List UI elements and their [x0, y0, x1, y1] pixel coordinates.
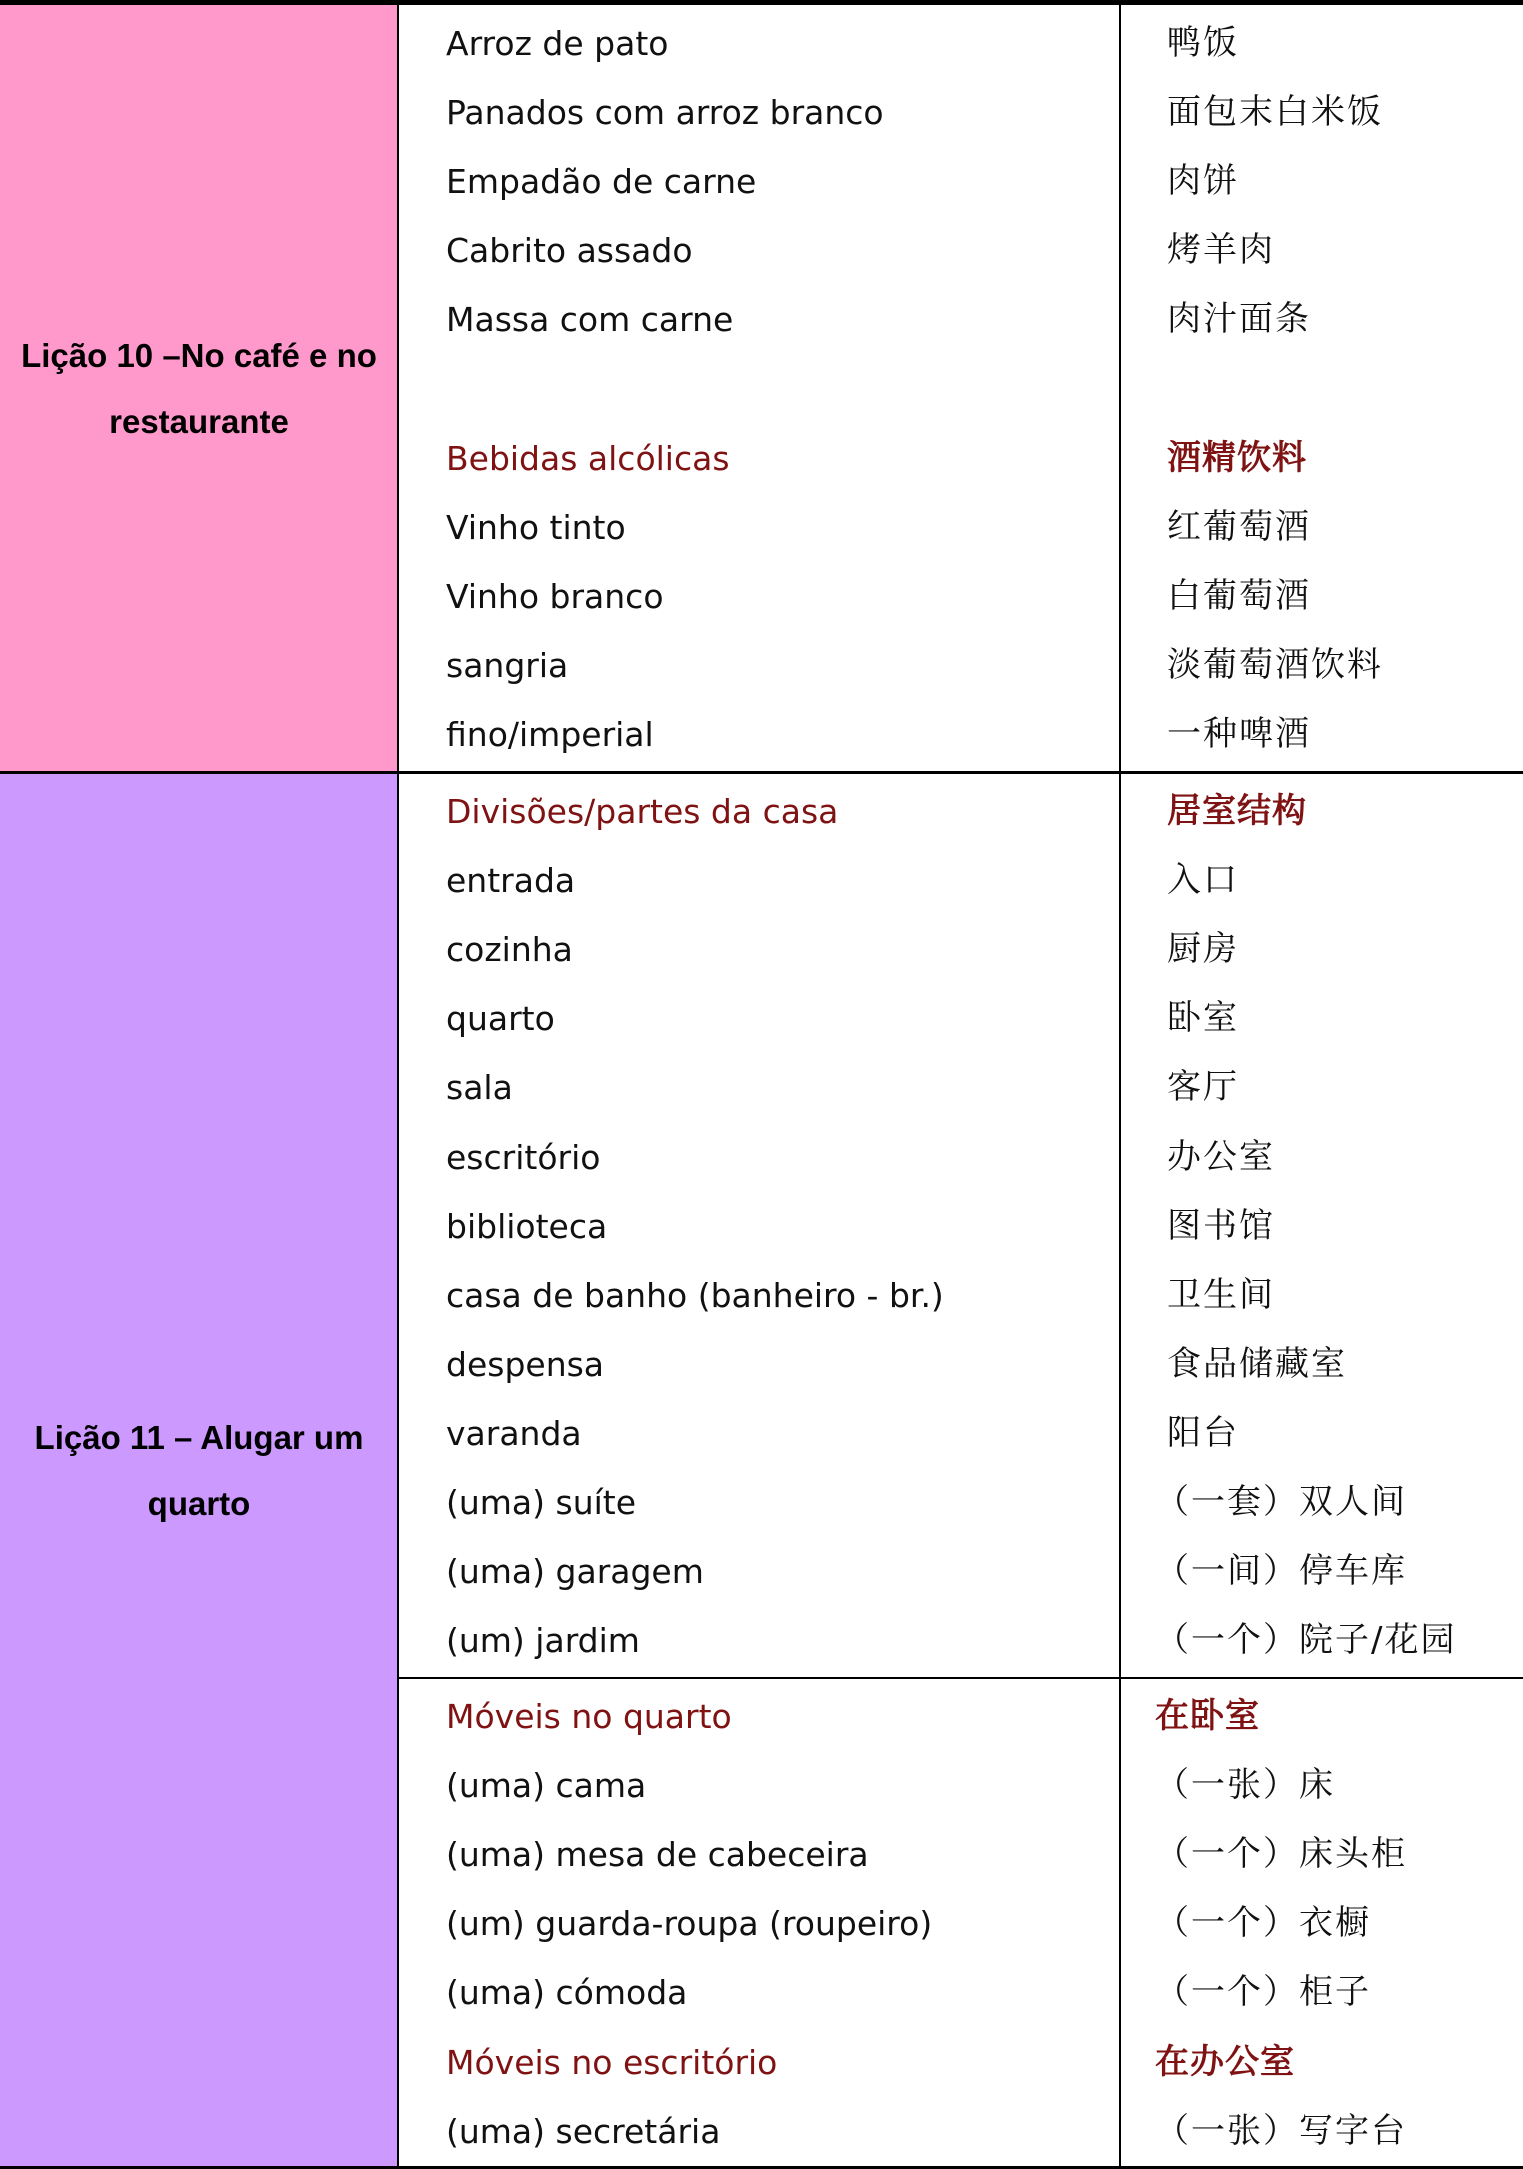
section-header-row	[398, 424, 1523, 493]
vocab-row	[398, 78, 1523, 147]
chinese-translation: （一个）床头柜	[1155, 1834, 1407, 1874]
vocab-row	[398, 1192, 1523, 1261]
lesson-11-cell	[0, 774, 398, 2167]
portuguese-term: despensa	[446, 1345, 605, 1384]
portuguese-term: (uma) cómoda	[446, 1973, 688, 2012]
chinese-translation: 办公室	[1167, 1137, 1275, 1177]
lesson-10-title-line2: restaurante	[109, 403, 289, 440]
portuguese-term: (uma) cama	[446, 1766, 647, 1805]
portuguese-term: sala	[446, 1068, 513, 1107]
chinese-translation: 入口	[1167, 860, 1239, 900]
section-header-chinese: 酒精饮料	[1167, 438, 1307, 478]
section-header-portuguese: Móveis no quarto	[446, 1697, 732, 1736]
chinese-translation: （一间）停车库	[1155, 1551, 1407, 1591]
portuguese-term: (uma) suíte	[446, 1483, 637, 1522]
chinese-translation: 食品储藏室	[1167, 1344, 1347, 1384]
vocab-row	[398, 984, 1523, 1053]
chinese-translation: 阳台	[1167, 1413, 1239, 1453]
portuguese-term: Cabrito assado	[446, 231, 693, 270]
vocab-row	[398, 493, 1523, 562]
chinese-translation: 卧室	[1167, 998, 1239, 1038]
section-header-portuguese: Bebidas alcólicas	[446, 439, 730, 478]
vocab-row	[398, 216, 1523, 285]
portuguese-term: (um) jardim	[446, 1621, 640, 1660]
portuguese-term: Vinho tinto	[446, 508, 626, 547]
portuguese-term: Arroz de pato	[446, 24, 669, 63]
portuguese-term: cozinha	[446, 930, 573, 969]
lesson-11-title-line1: Lição 11 – Alugar um	[34, 1418, 364, 1456]
vocab-row	[398, 9, 1523, 78]
chinese-translation: 厨房	[1167, 929, 1239, 969]
chinese-translation: 肉汁面条	[1167, 299, 1311, 339]
section-header-row	[398, 2028, 1523, 2097]
vocab-row	[398, 1889, 1523, 1958]
vocab-row	[398, 1330, 1523, 1399]
portuguese-term: sangria	[446, 646, 569, 685]
portuguese-term: escritório	[446, 1138, 601, 1177]
portuguese-term: (uma) secretária	[446, 2112, 721, 2151]
vocab-row	[398, 1261, 1523, 1330]
chinese-translation: （一张）写字台	[1155, 2111, 1407, 2151]
chinese-translation: 面包末白米饭	[1167, 92, 1383, 132]
portuguese-term: entrada	[446, 861, 576, 900]
chinese-translation: 图书馆	[1167, 1206, 1275, 1246]
chinese-translation: （一个）院子/花园	[1155, 1620, 1457, 1660]
vocab-row	[398, 1123, 1523, 1192]
chinese-translation: （一套）双人间	[1155, 1482, 1407, 1522]
chinese-translation: 肉饼	[1167, 161, 1239, 201]
chinese-translation: （一个）柜子	[1155, 1972, 1371, 2012]
lesson-11-title-line2: quarto	[147, 1484, 251, 1522]
section-header-portuguese: Divisões/partes da casa	[446, 792, 839, 831]
vocab-row	[398, 1053, 1523, 1122]
section-header-chinese: 居室结构	[1167, 791, 1307, 831]
portuguese-term: Panados com arroz branco	[446, 93, 884, 132]
chinese-translation: 客厅	[1167, 1067, 1239, 1107]
vocab-row	[398, 1958, 1523, 2027]
vocab-row	[398, 1606, 1523, 1675]
section-header-portuguese: Móveis no escritório	[446, 2043, 778, 2082]
section-header-chinese: 在办公室	[1155, 2042, 1295, 2082]
lesson-divider-line	[0, 771, 1523, 774]
section-divider-line	[398, 1677, 1523, 1679]
vocab-row	[398, 1751, 1523, 1820]
vocab-row	[398, 1537, 1523, 1606]
chinese-translation: 淡葡萄酒饮料	[1167, 645, 1383, 685]
lesson-column-border	[397, 0, 399, 2169]
lesson-10-cell	[0, 5, 398, 773]
portuguese-term: Empadão de carne	[446, 162, 757, 201]
portuguese-term: (uma) garagem	[446, 1552, 704, 1591]
portuguese-term: casa de banho (banheiro - br.)	[446, 1276, 944, 1315]
vocab-row	[398, 846, 1523, 915]
portuguese-term: quarto	[446, 999, 555, 1038]
chinese-translation: （一个）衣橱	[1155, 1903, 1371, 1943]
chinese-translation: （一张）床	[1155, 1765, 1335, 1805]
lesson-10-title-line1: Lição 10 –No café e no	[21, 337, 377, 374]
vocab-row	[398, 285, 1523, 354]
portuguese-term: (um) guarda-roupa (roupeiro)	[446, 1904, 933, 1943]
section-header-chinese: 在卧室	[1155, 1696, 1260, 1736]
portuguese-term: Massa com carne	[446, 300, 734, 339]
section-header-row	[398, 1682, 1523, 1751]
vocab-row	[398, 2097, 1523, 2166]
portuguese-term: biblioteca	[446, 1207, 608, 1246]
chinese-translation: 烤羊肉	[1167, 230, 1275, 270]
portuguese-term: varanda	[446, 1414, 582, 1453]
vocab-row	[398, 1399, 1523, 1468]
portuguese-term: (uma) mesa de cabeceira	[446, 1835, 869, 1874]
translation-column-border	[1119, 0, 1121, 2169]
chinese-translation: 鸭饭	[1167, 23, 1239, 63]
table-top-border	[0, 0, 1523, 5]
chinese-translation: 红葡萄酒	[1167, 507, 1311, 547]
section-header-row	[398, 777, 1523, 846]
portuguese-term: Vinho branco	[446, 577, 664, 616]
chinese-translation: 卫生间	[1167, 1275, 1275, 1315]
vocab-row	[398, 915, 1523, 984]
chinese-translation: 一种啤酒	[1167, 714, 1311, 754]
vocab-row	[398, 700, 1523, 769]
vocab-row	[398, 1820, 1523, 1889]
portuguese-term: fino/imperial	[446, 715, 654, 754]
chinese-translation: 白葡萄酒	[1167, 576, 1311, 616]
vocab-row	[398, 1468, 1523, 1537]
vocab-row	[398, 562, 1523, 631]
vocab-row	[398, 631, 1523, 700]
vocab-row	[398, 147, 1523, 216]
